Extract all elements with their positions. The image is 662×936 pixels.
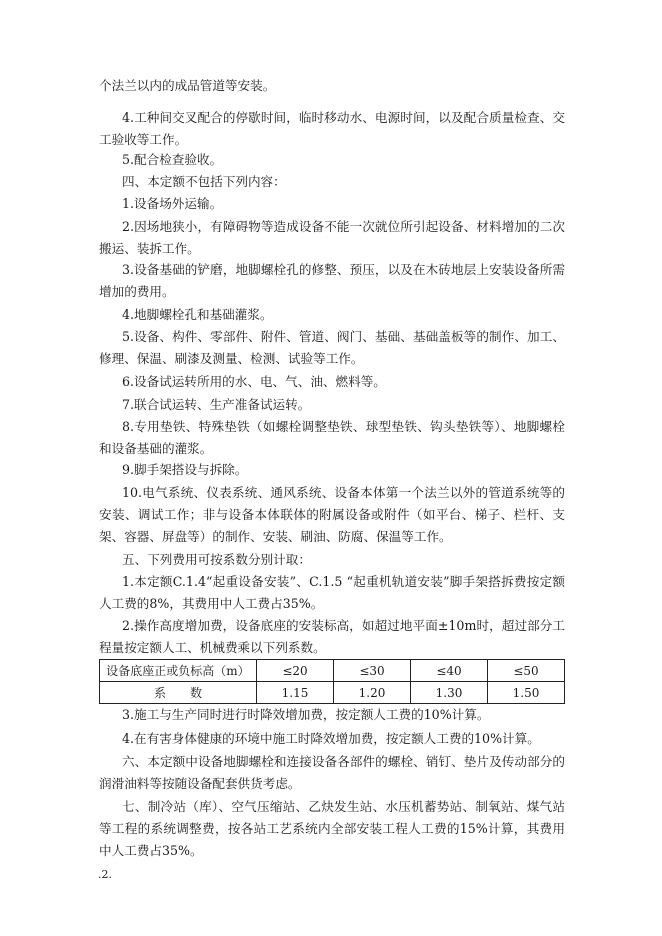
table-header-label: 设备底座正或负标高（m） — [100, 660, 257, 682]
paragraph: 4.工种间交叉配合的停歇时间，临时移动水、电源时间，以及配合质量检查、交工验收等工作。 — [99, 110, 565, 147]
paragraph: 1.设备场外运输。 — [122, 196, 223, 211]
paragraph: 10.电气系统、仪表系统、通风系统、设备本体第一个法兰以外的管道系统等的安装、调试工作；非与设备本体联体的附属设备或附件（如平台、梯子、栏杆、支架、容器、屏盘等）的制作、安装、刷油、防腐、保温等工作。 — [99, 485, 565, 544]
page-number: .2. — [98, 868, 112, 881]
paragraph: 1.本定额C.1.4“起重设备安装”、C.1.5 “起重机轨道安装”脚手架搭拆费按定额人工费的8%，其费用中人工费占35%。 — [99, 574, 565, 611]
section-heading: 六、本定额中设备地脚螺栓和连接设备各部件的螺栓、销钉、垫片及传动部分的润滑油料等按随设备配套供货考虑。 — [99, 754, 565, 791]
table-cell: 1.50 — [488, 682, 565, 704]
paragraph: 2.操作高度增加费，设备底座的安装标高，如超过地平面±10m时，超过部分工程量按定额人工、机械费乘以下列系数。 — [99, 618, 565, 655]
paragraph: 5.设备、构件、零部件、附件、管道、阀门、基础、基础盖板等的制作、加工、修理、保温、刷漆及测量、检测、试验等工作。 — [99, 329, 565, 366]
paragraph: 个法兰以内的成品管道等安装。 — [99, 78, 276, 93]
paragraph: 9.脚手架搭设与拆除。 — [122, 462, 248, 477]
table-row — [100, 682, 565, 704]
paragraph: 4.在有害身体健康的环境中施工时降效增加费，按定额人工费的10%计算。 — [122, 731, 540, 746]
paragraph: 3.设备基础的铲磨，地脚螺栓孔的修整、预压，以及在木砖地层上安装设备所需增加的费用。 — [99, 262, 565, 299]
table-header-cell: ≤20 — [257, 660, 334, 682]
table-header-cell: ≤50 — [488, 660, 565, 682]
paragraph: 6.设备试运转所用的水、电、气、油、燃料等。 — [122, 374, 386, 389]
table-header-cell: ≤30 — [334, 660, 411, 682]
section-heading: 四、本定额不包括下列内容： — [122, 174, 286, 189]
table-cell: 1.15 — [257, 682, 334, 704]
table-header-cell: ≤40 — [411, 660, 488, 682]
table-cell: 1.30 — [411, 682, 488, 704]
section-heading: 七、制冷站（库）、空气压缩站、乙炔发生站、水压机蓄势站、制氧站、煤气站等工程的系统调整费，按各站工艺系统内全部安装工程人工费的15%计算，其费用中人工费占35%。 — [99, 799, 565, 858]
paragraph: 4.地脚螺栓孔和基础灌浆。 — [122, 307, 273, 322]
paragraph: 2.因场地狭小，有障碍物等造成设备不能一次就位所引起设备、材料增加的二次搬运、装拆工作。 — [99, 219, 565, 256]
table-row-label: 系 数 — [100, 682, 257, 704]
section-heading: 五、下列费用可按系数分别计取： — [122, 552, 311, 567]
table-row — [100, 660, 565, 682]
table-cell: 1.20 — [334, 682, 411, 704]
paragraph: 3.施工与生产同时进行时降效增加费，按定额人工费的10%计算。 — [122, 707, 490, 722]
paragraph: 8.专用垫铁、特殊垫铁（如螺栓调整垫铁、球型垫铁、钩头垫铁等）、地脚螺栓和设备基础的灌浆。 — [99, 419, 565, 456]
paragraph: 5.配合检查验收。 — [122, 152, 223, 167]
coefficient-table — [99, 659, 565, 704]
paragraph: 7.联合试运转、生产准备试运转。 — [122, 397, 311, 412]
